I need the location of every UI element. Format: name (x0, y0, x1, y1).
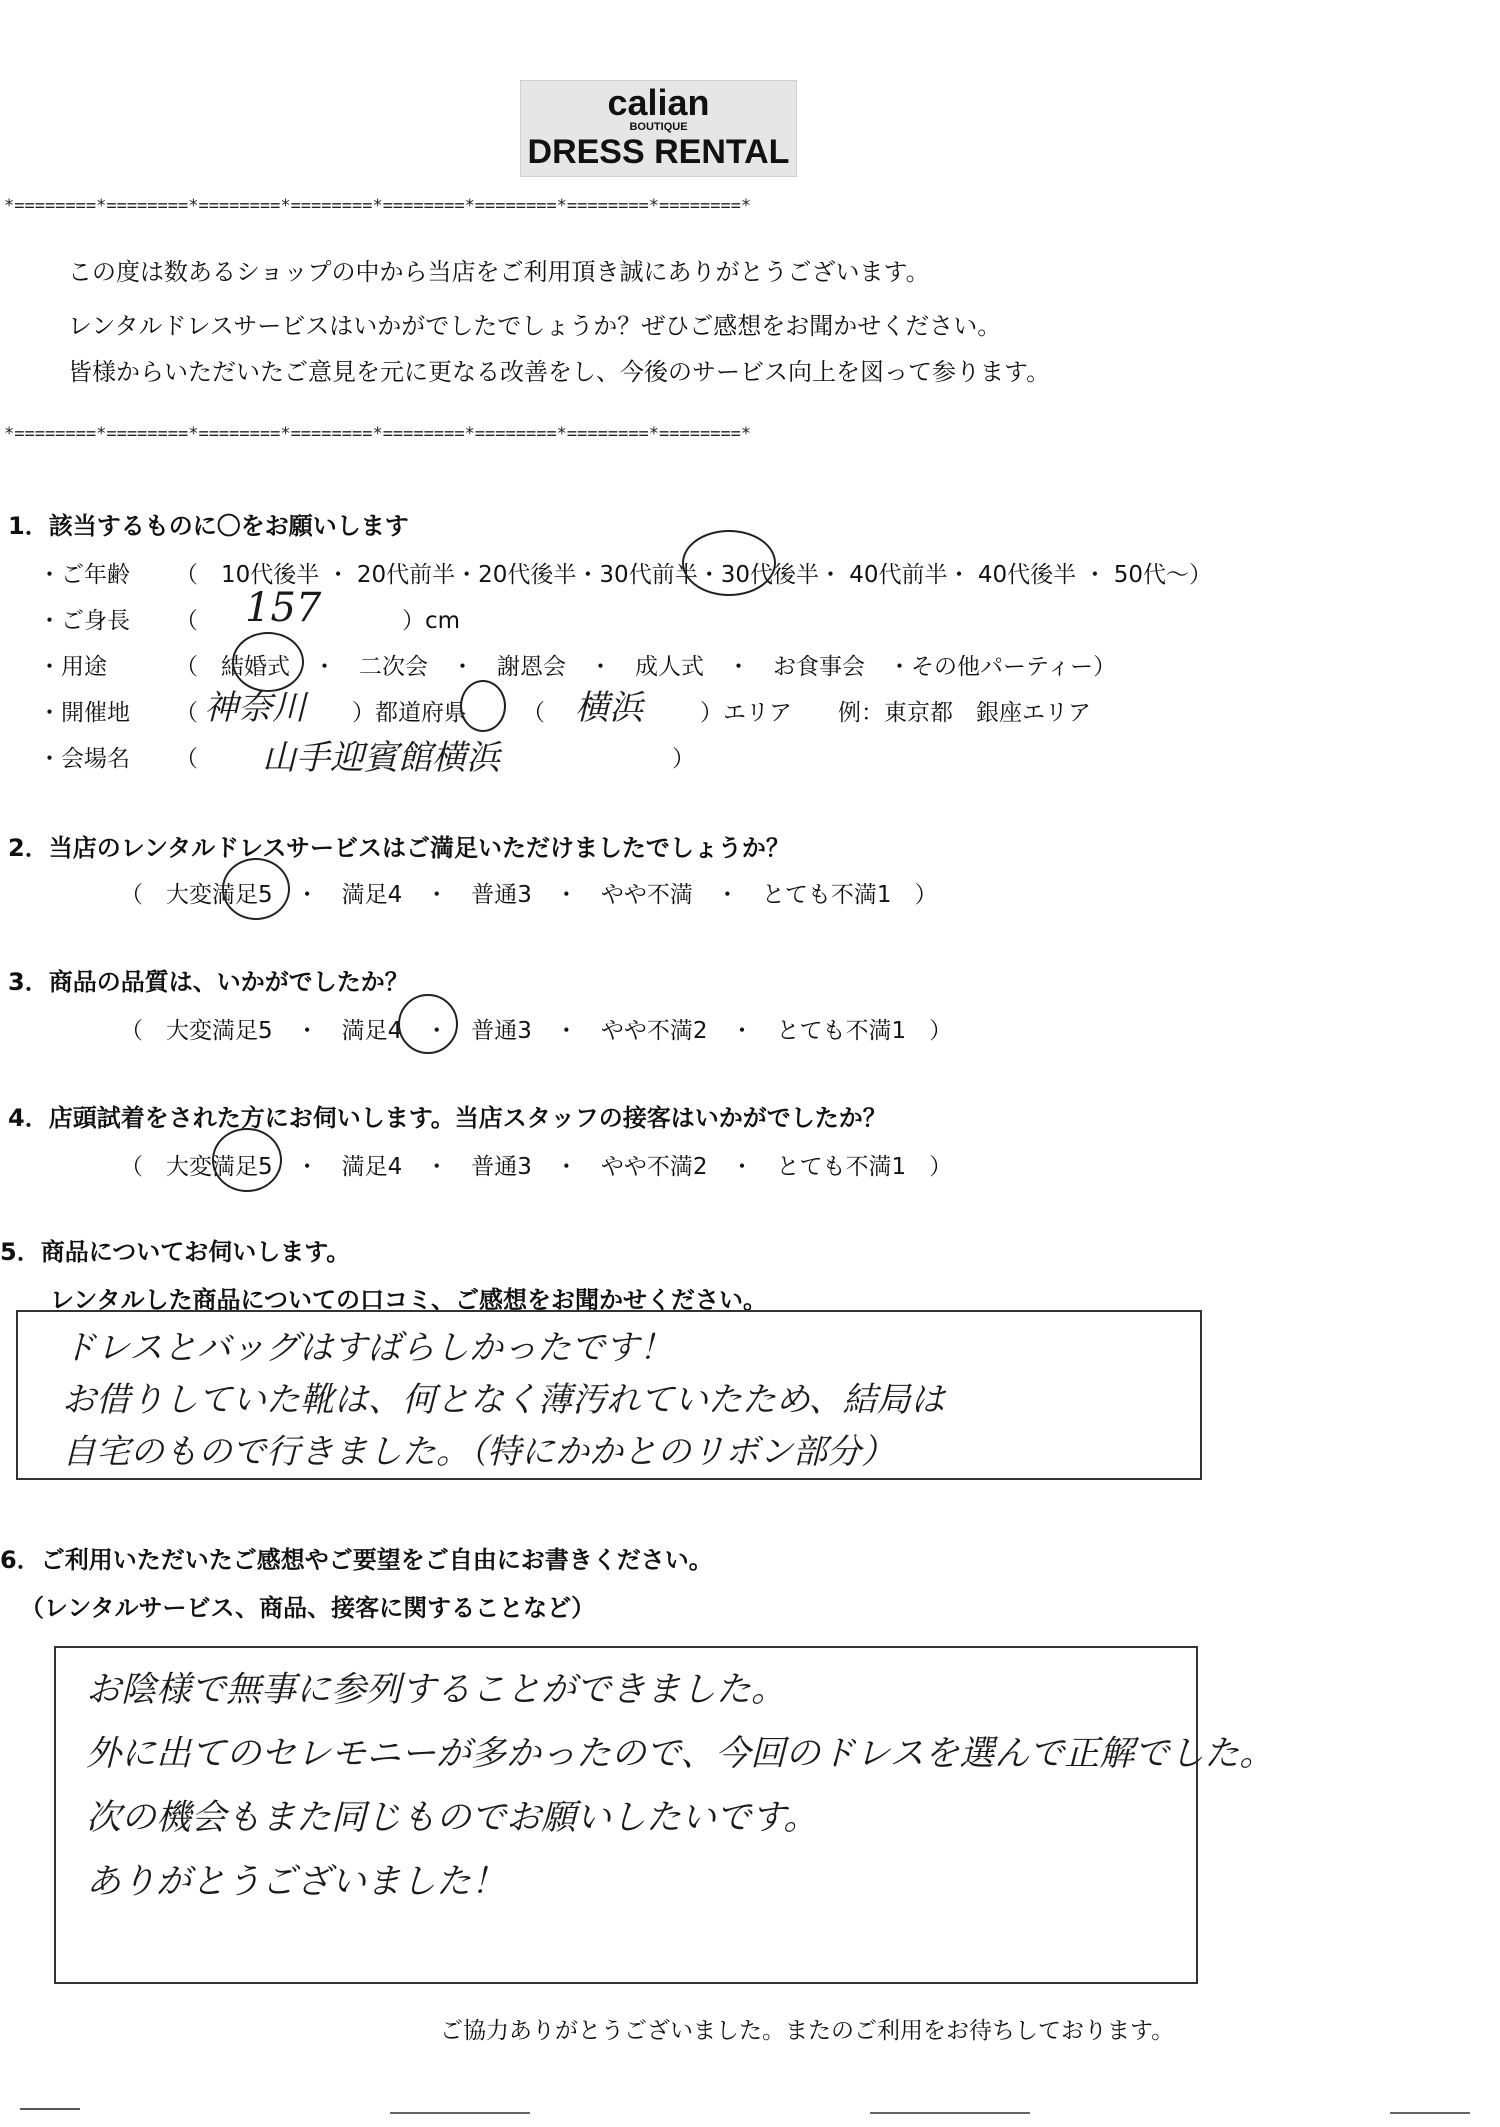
q4-options: （ 大変満足5 ・ 満足4 ・ 普通3 ・ やや不満2 ・ とても不満1 ） (120, 1154, 953, 1180)
area-suffix: ）エリア 例：東京都 銀座エリア (700, 700, 1091, 726)
intro-line-2: レンタルドレスサービスはいかがでしたでしょうか？ぜひご感想をお聞かせください。 (68, 312, 1002, 340)
q6-title: 6．ご利用いただいたご感想やご要望をご自由にお書きください。 (0, 1546, 713, 1574)
venue-close-paren: ） (672, 746, 695, 772)
venue-place-label: ・開催地 (38, 700, 130, 726)
q4-title: 4．店頭試着をされた方にお伺いします。当店スタッフの接客はいかがでしたか？ (8, 1104, 887, 1132)
q2-options: （ 大変満足5 ・ 満足4 ・ 普通3 ・ やや不満 ・ とても不満1 ） (120, 882, 938, 908)
q3-options: （ 大変満足5 ・ 満足4 ・ 普通3 ・ やや不満2 ・ とても不満1 ） (120, 1018, 953, 1044)
q6-subtitle: （レンタルサービス、商品、接客に関することなど） (20, 1594, 596, 1622)
height-open-paren: （ (175, 608, 198, 634)
scan-mark-3 (870, 2112, 1030, 2114)
q5-answer-line-1: ドレスとバッグはすばらしかったです！ (62, 1328, 673, 1368)
q5-answer-box (16, 1310, 1202, 1480)
height-label: ・ご身長 (38, 608, 130, 634)
q6-answer-line-2: 外に出てのセレモニーが多かったので、今回のドレスを選んで正解でした。 (86, 1734, 1275, 1774)
height-value: 157 (245, 585, 322, 631)
separator-middle: *========*========*========*========*========*========*========*========* (4, 424, 752, 444)
prefecture-suffix: ）都道府県 (352, 700, 467, 726)
q3-selection-circle (398, 994, 458, 1054)
q3-title: 3．商品の品質は、いかがでしたか？ (8, 968, 409, 996)
logo-brand: calian (607, 82, 710, 123)
q6-answer-box (54, 1646, 1275, 1984)
height-unit: ）cm (402, 608, 461, 634)
scan-mark-1 (20, 2108, 80, 2110)
venue-open-paren: （ (175, 746, 198, 772)
prefecture-value: 神奈川 (204, 688, 306, 728)
scan-mark-2 (390, 2112, 530, 2114)
footer-message: ご協力ありがとうございました。またのご利用をお待ちしております。 (440, 2018, 1175, 2044)
scan-mark-4 (1390, 2112, 1470, 2114)
area-value: 横浜 (575, 688, 643, 728)
age-selection-circle (682, 530, 776, 596)
age-options: （ 10代後半 ・ 20代前半・20代後半・30代前半・30代後半・ 40代前半・ 40代後半 ・ 50代～） (175, 562, 1212, 588)
intro-line-1: この度は数あるショップの中から当店をご利用頂き誠にありがとうございます。 (68, 258, 930, 286)
q1-title: 1．該当するものに〇をお願いします (8, 512, 409, 540)
purpose-options: （ 結婚式 ・ 二次会 ・ 謝恩会 ・ 成人式 ・ お食事会 ・その他パーティー） (175, 654, 1117, 680)
boutique-logo (520, 80, 797, 177)
q2-selection-circle (222, 858, 290, 920)
q6-answer-line-3: 次の機会もまた同じものでお願いしたいです。 (86, 1798, 819, 1838)
q5-subtitle: レンタルした商品についての口コミ、ご感想をお聞かせください。 (50, 1286, 767, 1314)
prefecture-type-circle (460, 680, 506, 732)
area-open-paren: （ (522, 700, 545, 726)
q4-selection-circle (212, 1128, 282, 1192)
purpose-label: ・用途 (38, 654, 107, 680)
venue-name-label: ・会場名 (38, 746, 130, 772)
q2-title: 2．当店のレンタルドレスサービスはご満足いただけましたでしょうか？ (8, 834, 790, 862)
q5-answer-line-3: 自宅のもので行きました。（特にかかとのリボン部分） (62, 1432, 895, 1472)
q5-answer-line-2: お借りしていた靴は、何となく薄汚れていたため、結局は (62, 1380, 945, 1420)
logo-sub: BOUTIQUE (629, 121, 688, 133)
venue-value: 山手迎賓館横浜 (262, 738, 500, 778)
logo-service: DRESS RENTAL (527, 133, 790, 171)
q5-title: 5．商品についてお伺いします。 (0, 1238, 351, 1266)
age-label: ・ご年齢 (38, 562, 130, 588)
q6-answer-line-1: お陰様で無事に参列することができました。 (86, 1670, 787, 1710)
q6-answer-line-4: ありがとうございました！ (86, 1862, 507, 1902)
prefecture-open-paren: （ (175, 700, 198, 726)
intro-line-3: 皆様からいただいたご意見を元に更なる改善をし、今後のサービス向上を図って参ります。 (68, 358, 1051, 386)
separator-top: *========*========*========*========*========*========*========*========* (4, 196, 752, 216)
